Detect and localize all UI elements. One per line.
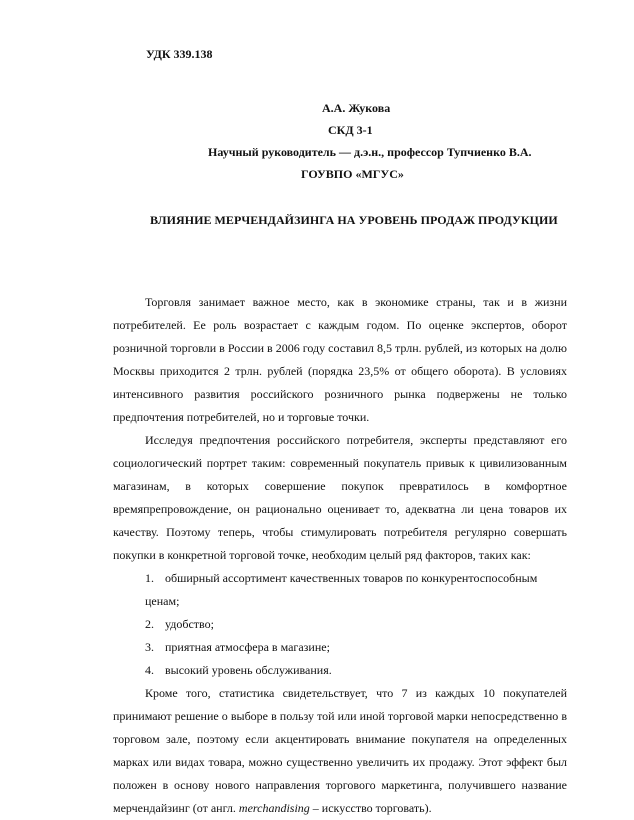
author-group: СКД 3-1 — [328, 123, 373, 137]
author-name: А.А. Жукова — [322, 101, 391, 115]
paragraph-3-text: Кроме того, статистика свидетельствует, что 7 из каждых 10 покупателей принимают решение о выборе в пользу той или иной торговой марки непосредственно в торговом зале, поэтому если акцентировать внимание покупателя на определенных марках или видах товара, можно существенно увеличить их продажу. Этот эффект был положен в основу нового направления торгового маркетинга, получившего название мерчендайзинг (от англ. — [113, 686, 567, 815]
institution: ГОУВПО «МГУС» — [301, 167, 404, 181]
scientific-supervisor: Научный руководитель — д.э.н., профессор Тупчиенко В.А. — [208, 145, 532, 159]
article-body — [113, 291, 567, 820]
list-item-text: обширный ассортимент качественных товаров по конкурентоспособным ценам; — [145, 571, 538, 608]
list-item-text: приятная атмосфера в магазине; — [165, 640, 330, 654]
list-item-number: 1. — [145, 571, 154, 585]
list-item — [113, 567, 567, 613]
list-item-text: высокий уровень обслуживания. — [165, 663, 332, 677]
author-block — [0, 97, 634, 185]
article-title: ВЛИЯНИЕ МЕРЧЕНДАЙЗИНГА НА УРОВЕНЬ ПРОДАЖ ПРОДУКЦИИ — [150, 213, 558, 227]
list-item-number: 3. — [145, 640, 154, 654]
paragraph-2: Исследуя предпочтения российского потребителя, эксперты представляют его социологический портрет таким: современный покупатель привык к цивилизованным магазинам, в которых совершение покупок превратилось в комфортное времяпрепровождение, он рационально оценивает то, адекватна ли цена товаров их качеству. Поэтому теперь, чтобы стимулировать потребителя регулярно совершать покупки в конкретной торговой точке, необходим целый ряд факторов, таких как: — [113, 433, 567, 562]
list-item — [113, 636, 567, 659]
udc-code: УДК 339.138 — [146, 47, 213, 61]
list-item-number: 4. — [145, 663, 154, 677]
english-term: merchandising — [238, 801, 310, 815]
list-item-text: удобство; — [165, 617, 214, 631]
paragraph-3-ending: – искусство торговать). — [309, 801, 432, 815]
factors-list — [113, 567, 567, 682]
list-item-number: 2. — [145, 617, 154, 631]
list-item — [113, 659, 567, 682]
paragraph-1: Торговля занимает важное место, как в экономике страны, так и в жизни потребителей. Ее роль возрастает с каждым годом. По оценке экспертов, оборот розничной торговли в России в 2006 году составил 8,5 трлн. рублей, из которых на долю Москвы приходится 2 трлн. рублей (порядка 23,5% от общего оборота). В условиях интенсивного развития российского розничного рынка подвержены не только предпочтения потребителей, но и торговые точки. — [113, 295, 567, 424]
paragraph-3 — [113, 682, 567, 820]
list-item — [113, 613, 567, 636]
